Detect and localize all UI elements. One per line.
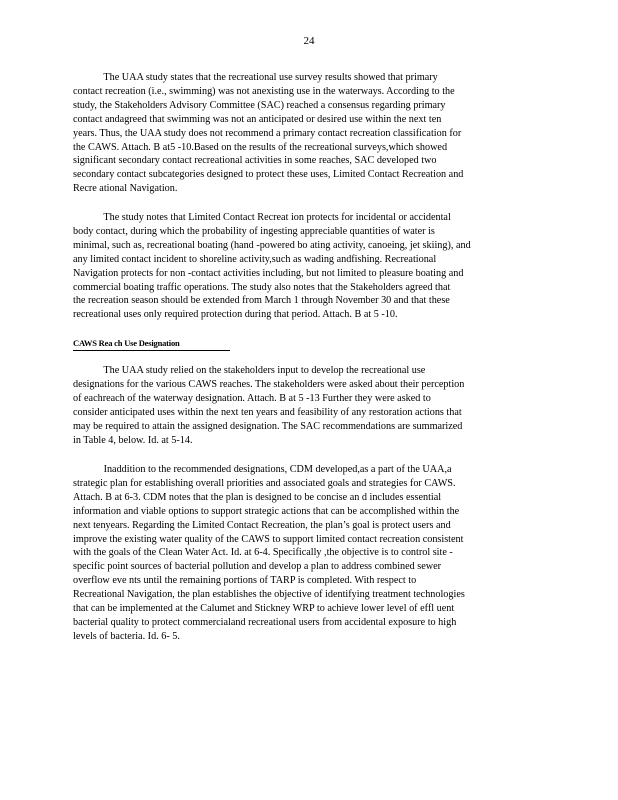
paragraph-line: the recreation season should be extended from March 1 through November 30 and that these: [73, 295, 450, 307]
paragraph-line: contact andagreed that swimming was not an anticipated or desired use within the next ten: [73, 113, 442, 125]
paragraph-limited-contact-recreation: [73, 211, 533, 322]
paragraph-line: Recreational Navigation, the plan establishes the objective of identifying treatment technologies: [73, 589, 465, 601]
paragraph-line: secondary contact subcategories designed to protect these uses, Limited Contact Recreation and: [73, 169, 464, 181]
paragraph-line: improve the existing water quality of the CAWS to support limited contact recreation consistent: [73, 533, 464, 545]
paragraph-line: bacterial quality to protect commercialand recreational users from accidental exposure to high: [73, 616, 457, 628]
paragraph-line: information and viable options to support strategic actions that can be accomplished within the: [73, 505, 460, 517]
paragraph-line: next tenyears. Regarding the Limited Contact Recreation, the plan’s goal is protect users and: [73, 519, 451, 531]
paragraph-line: of eachreach of the waterway designation. Attach. B at 5 -13 Further they were asked to: [73, 392, 431, 404]
paragraph-line: minimal, such as, recreational boating (hand -powered bo ating activity, canoeing, jet skiing), and: [73, 239, 471, 251]
paragraph-line: Navigation protects for non -contact activities including, but not limited to pleasure boating and: [73, 267, 464, 279]
paragraph-line: Recre ational Navigation.: [73, 183, 178, 195]
paragraph-line: significant secondary contact recreational activities in some reaches, SAC developed two: [73, 155, 437, 167]
paragraph-line: in Table 4, below. Id. at 5-14.: [73, 434, 193, 446]
paragraph-line: specific point sources of bacterial pollution and develop a plan to address combined sewer: [73, 561, 442, 573]
page-number: 24: [303, 35, 315, 47]
paragraph-line: overflow eve nts until the remaining portions of TARP is completed. With respect to: [73, 575, 417, 587]
paragraph-line: Inaddition to the recommended designations, CDM developed,as a part of the UAA,a: [73, 464, 452, 475]
paragraph-line: The study notes that Limited Contact Recreat ion protects for incidental or accidental: [73, 212, 451, 223]
paragraph-line: that can be implemented at the Calumet and Stickney WRP to achieve lower level of effl uent: [73, 603, 455, 615]
paragraph-line: commercial boating traffic operations. The study also notes that the Stakeholders agreed that: [73, 281, 451, 293]
paragraph-line: designations for the various CAWS reaches. The stakeholders were asked about their perception: [73, 378, 465, 390]
paragraph-line: recreational uses only required protection during that period. Attach. B at 5 -10.: [73, 309, 398, 321]
paragraph-line: with the goals of the Clean Water Act. Id. at 6-4. Specifically ,the objective is to control site -: [73, 547, 453, 559]
paragraph-line: any limited contact incident to shoreline activity,such as wading andfishing. Recreational: [73, 253, 437, 265]
paragraph-line: years. Thus, the UAA study does not recommend a primary contact recreation classification for: [73, 127, 462, 139]
paragraph-line: study, the Stakeholders Advisory Committee (SAC) reached a consensus regarding primary: [73, 99, 446, 111]
paragraph-line: The UAA study relied on the stakeholders input to develop the recreational use: [73, 365, 426, 376]
paragraph-line: consider anticipated uses within the next ten years and feasibility of any restoration actions that: [73, 406, 462, 418]
section-heading: CAWS Rea ch Use Designation: [73, 338, 230, 351]
paragraph-line: strategic plan for establishing overall priorities and associated goals and strategies for CAWS.: [73, 477, 456, 489]
paragraph-line: body contact, during which the probability of ingesting appreciable quantities of water is: [73, 225, 435, 237]
paragraph-uaa-recreational-survey: [73, 71, 533, 196]
paragraph-stakeholder-input: [73, 364, 533, 447]
paragraph-line: Attach. B at 6-3. CDM notes that the plan is designed to be concise an d includes essential: [73, 491, 442, 503]
paragraph-line: may be required to attain the assigned designation. The SAC recommendations are summarized: [73, 420, 463, 432]
paragraph-line: contact recreation (i.e., swimming) was not anexisting use in the waterways. According to the: [73, 85, 455, 97]
paragraph-line: The UAA study states that the recreational use survey results showed that primary: [73, 72, 438, 83]
paragraph-strategic-plan: [73, 463, 533, 644]
paragraph-line: the CAWS. Attach. B at5 -10.Based on the results of the recreational surveys,which showed: [73, 141, 448, 153]
paragraph-line: levels of bacteria. Id. 6- 5.: [73, 630, 180, 642]
